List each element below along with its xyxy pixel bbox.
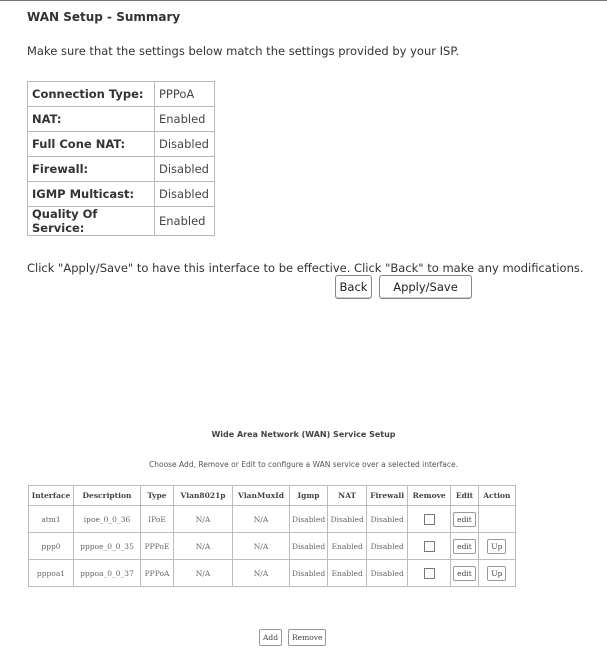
col-header: Igmp: [290, 486, 328, 506]
nat-cell: Enabled: [328, 533, 367, 560]
vlanmuxid-cell: N/A: [233, 506, 290, 533]
up-button[interactable]: Up: [487, 566, 506, 581]
col-header: NAT: [328, 486, 367, 506]
col-header: Interface: [29, 486, 74, 506]
action-cell: [478, 533, 515, 560]
firewall-cell: Disabled: [367, 506, 408, 533]
firewall-cell: Disabled: [367, 533, 408, 560]
remove-cell: [408, 506, 451, 533]
vlan8021p-cell: N/A: [174, 560, 233, 587]
description-cell: ipoe_0_0_36: [74, 506, 141, 533]
summary-label: IGMP Multicast:: [28, 182, 155, 207]
apply-save-button[interactable]: Apply/Save: [379, 275, 472, 299]
interface-cell: atm1: [29, 506, 74, 533]
action-cell: [478, 506, 515, 533]
col-header: Remove: [408, 486, 451, 506]
summary-value: Enabled: [155, 207, 215, 236]
back-button[interactable]: Back: [335, 275, 372, 299]
table-row: [29, 533, 516, 560]
remove-checkbox[interactable]: [424, 568, 435, 579]
nat-cell: Disabled: [328, 506, 367, 533]
vlanmuxid-cell: N/A: [233, 533, 290, 560]
interface-cell: ppp0: [29, 533, 74, 560]
col-header: Firewall: [367, 486, 408, 506]
summary-table: [27, 81, 215, 236]
edit-button[interactable]: edit: [453, 539, 476, 554]
summary-row: [28, 182, 215, 207]
summary-row: [28, 107, 215, 132]
wan-section-title: Wide Area Network (WAN) Service Setup: [211, 430, 396, 439]
intro-text: Make sure that the settings below match the settings provided by your ISP.: [27, 44, 460, 58]
remove-cell: [408, 533, 451, 560]
summary-row: [28, 82, 215, 107]
up-button[interactable]: Up: [487, 539, 506, 554]
type-cell: PPPoE: [141, 533, 174, 560]
summary-value: Disabled: [155, 157, 215, 182]
wan-section-subtitle: Choose Add, Remove or Edit to configure a WAN service over a selected interface.: [148, 460, 458, 469]
summary-value: Disabled: [155, 132, 215, 157]
summary-label: Firewall:: [28, 157, 155, 182]
summary-row: [28, 207, 215, 236]
type-cell: PPPoA: [141, 560, 174, 587]
summary-label: Full Cone NAT:: [28, 132, 155, 157]
edit-cell: [451, 506, 479, 533]
type-cell: IPoE: [141, 506, 174, 533]
top-divider: [0, 0, 607, 1]
page-title: WAN Setup - Summary: [27, 10, 181, 24]
nat-cell: Enabled: [328, 560, 367, 587]
edit-cell: [451, 560, 479, 587]
firewall-cell: Disabled: [367, 560, 408, 587]
interface-cell: pppoa1: [29, 560, 74, 587]
remove-checkbox[interactable]: [424, 541, 435, 552]
summary-label: NAT:: [28, 107, 155, 132]
wan-header-row: [29, 486, 516, 506]
action-cell: [478, 560, 515, 587]
summary-value: PPPoA: [155, 82, 215, 107]
remove-cell: [408, 560, 451, 587]
edit-button[interactable]: edit: [453, 512, 476, 527]
description-cell: pppoa_0_0_37: [74, 560, 141, 587]
summary-row: [28, 132, 215, 157]
remove-checkbox[interactable]: [424, 514, 435, 525]
summary-row: [28, 157, 215, 182]
vlan8021p-cell: N/A: [174, 533, 233, 560]
col-header: Description: [74, 486, 141, 506]
apply-note: Click "Apply/Save" to have this interface to be effective. Click "Back" to make any modifications.: [27, 261, 584, 275]
description-cell: pppoe_0_0_35: [74, 533, 141, 560]
col-header: Edit: [451, 486, 479, 506]
edit-cell: [451, 533, 479, 560]
col-header: Type: [141, 486, 174, 506]
vlanmuxid-cell: N/A: [233, 560, 290, 587]
table-row: [29, 506, 516, 533]
igmp-cell: Disabled: [290, 533, 328, 560]
summary-label: Connection Type:: [28, 82, 155, 107]
vlan8021p-cell: N/A: [174, 506, 233, 533]
summary-value: Enabled: [155, 107, 215, 132]
igmp-cell: Disabled: [290, 506, 328, 533]
col-header: VlanMuxId: [233, 486, 290, 506]
add-button[interactable]: Add: [259, 629, 282, 646]
col-header: Action: [478, 486, 515, 506]
col-header: Vlan8021p: [174, 486, 233, 506]
remove-button[interactable]: Remove: [288, 629, 326, 646]
igmp-cell: Disabled: [290, 560, 328, 587]
summary-value: Disabled: [155, 182, 215, 207]
edit-button[interactable]: edit: [453, 566, 476, 581]
wan-service-table: [28, 485, 516, 587]
summary-label: Quality Of Service:: [28, 207, 155, 236]
table-row: [29, 560, 516, 587]
